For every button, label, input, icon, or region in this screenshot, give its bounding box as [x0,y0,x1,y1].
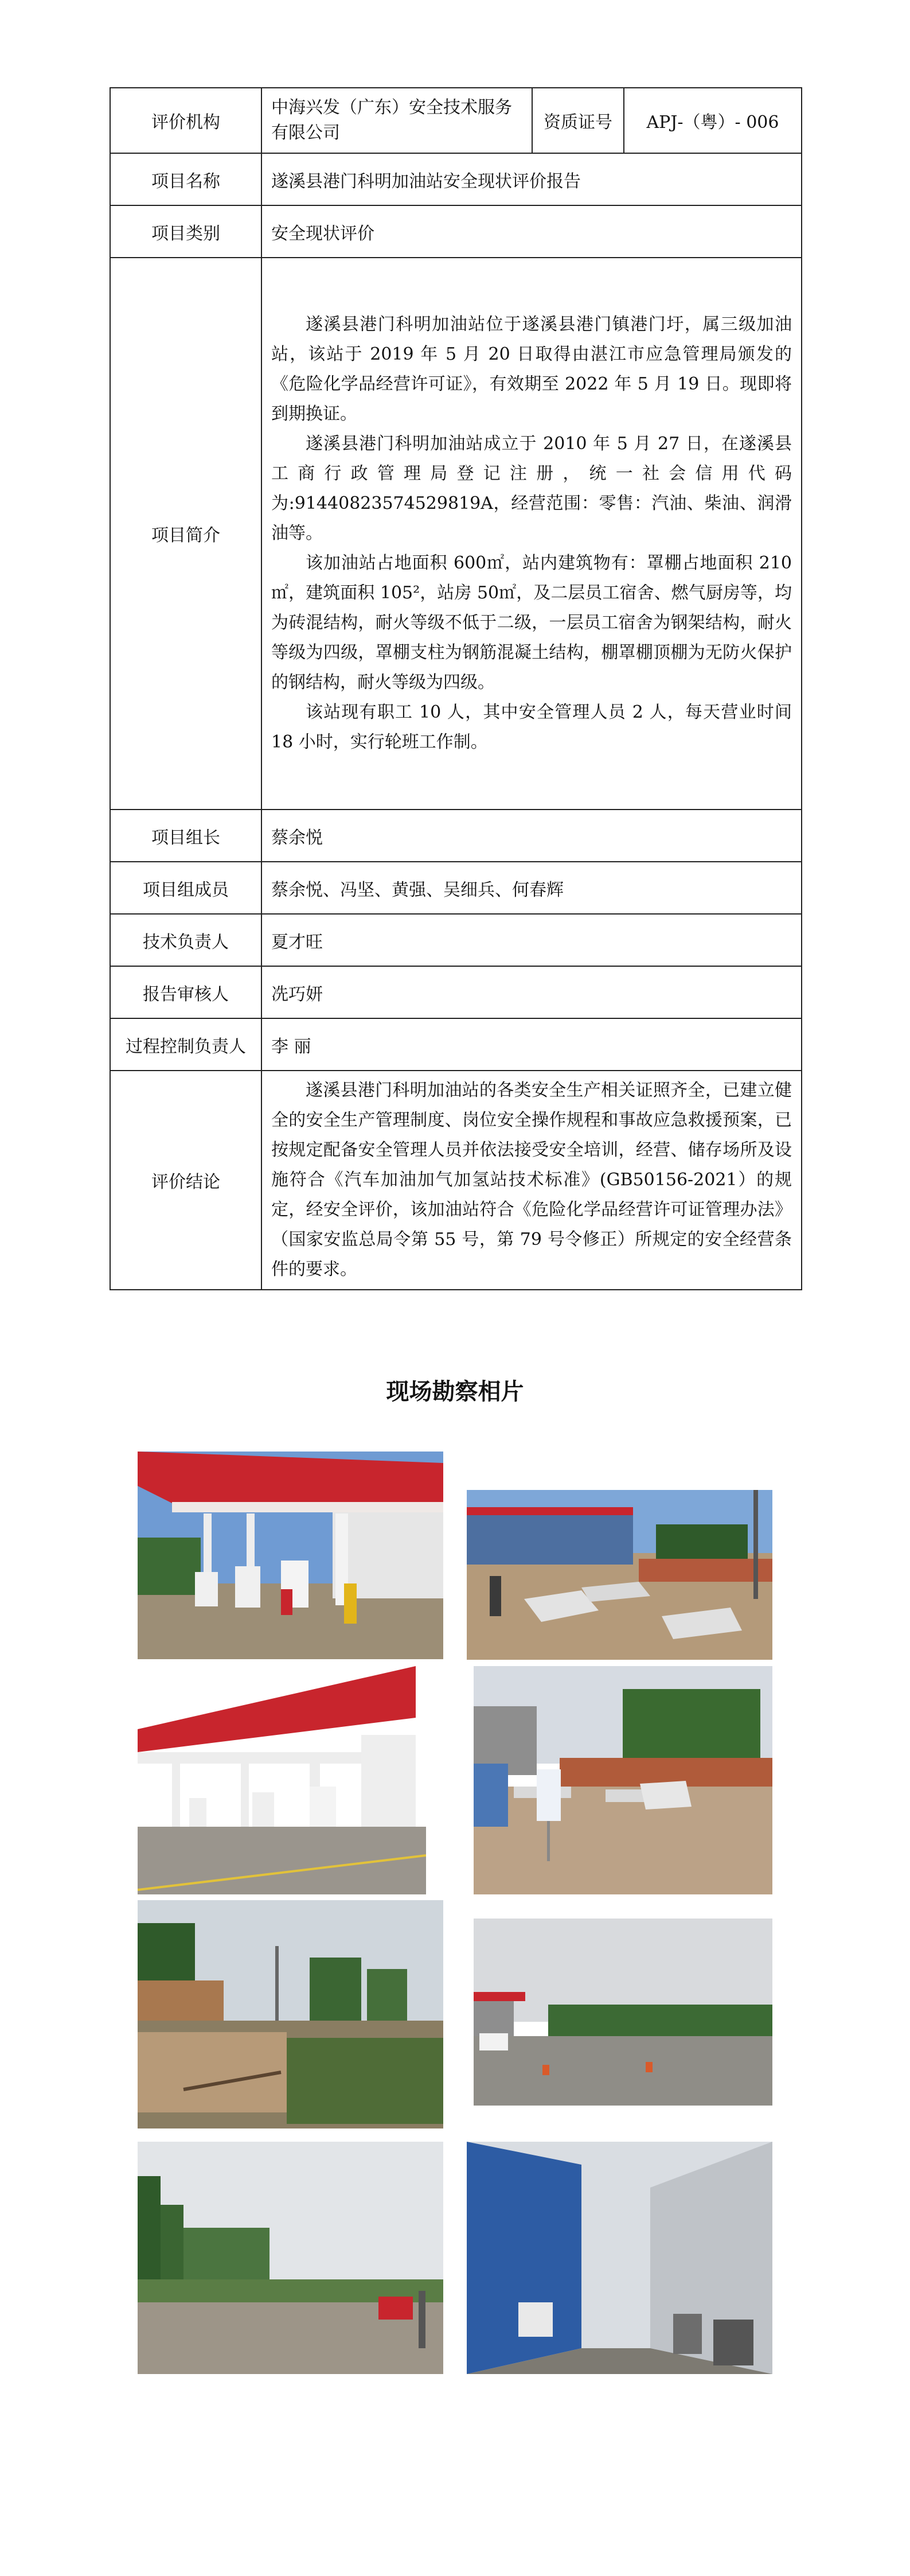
project-type-value: 安全现状评价 [261,205,802,258]
intro-paragraph: 该站现有职工 10 人，其中安全管理人员 2 人，每天营业时间 18 小时，实行轮班工作制。 [271,702,792,752]
site-photo-road-trees [138,2142,443,2374]
leader-label: 项目组长 [110,810,261,862]
intro-text [261,258,802,810]
project-name-value: 遂溪县港门科明加油站安全现状评价报告 [261,153,802,205]
photos-title: 现场勘察相片 [386,1379,524,1405]
intro-paragraph: 遂溪县港门科明加油站成立于 2010 年 5 月 27 日，在遂溪县工商行政管理局登记注册，统一社会信用代码为:91440823574529819A，经营范围：零售：汽油、柴油、润滑油等。 [271,434,792,543]
leader-value: 蔡余悦 [261,810,802,862]
project-name-label: 项目名称 [110,153,261,205]
tech-lead-label: 技术负责人 [110,914,261,966]
site-photo-canopy-wide [138,1666,426,1894]
evaluation-info-table [110,87,802,1290]
intro-paragraph: 遂溪县港门科明加油站位于遂溪县港门镇港门圩，属三级加油站，该站于 2019 年 5 月 20 日取得由湛江市应急管理局颁发的《危险化学品经营许可证》，有效期至 2022 年 5 月 19 日。现即将到期换证。 [271,314,792,424]
org-label: 评价机构 [110,88,261,153]
cert-label: 资质证号 [532,88,624,153]
conclusion-text [261,1071,802,1290]
cert-value: APJ-（粤）- 006 [624,88,802,153]
site-photo-tank-area [467,1490,772,1660]
org-value: 中海兴发（广东）安全技术服务有限公司 [261,88,532,153]
members-label: 项目组成员 [110,862,261,914]
reviewer-label: 报告审核人 [110,966,261,1018]
site-photo-yard-car [474,1919,772,2106]
intro-paragraph: 该加油站占地面积 600㎡，站内建筑物有：罩棚占地面积 210㎡，建筑面积 105²，站房 50㎡，及二层员工宿舍、燃气厨房等，均为砖混结构，耐火等级不低于二级，一层员工宿舍为钢架结构，耐火等级为四级，罩棚支柱为钢筋混凝土结构，棚罩棚顶棚为无防火保护的钢结构，耐火等级为四级。 [271,553,792,692]
process-control-label: 过程控制负责人 [110,1018,261,1071]
members-value: 蔡余悦、冯坚、黄强、吴细兵、何春辉 [261,862,802,914]
process-control-value: 李 丽 [261,1018,802,1071]
conclusion-label: 评价结论 [110,1071,261,1290]
site-photo-canopy-pumps [138,1452,443,1659]
site-photo-open-land [138,1900,443,2128]
reviewer-value: 冼巧妍 [261,966,802,1018]
intro-label: 项目简介 [110,258,261,810]
site-photo-dormitory-path [467,2142,772,2374]
site-photo-tanks-sign [474,1666,772,1894]
conclusion-paragraph: 遂溪县港门科明加油站的各类安全生产相关证照齐全，已建立健全的安全生产管理制度、岗位安全操作规程和事故应急救援预案，已按规定配备安全管理人员并依法接受安全培训，经营、储存场所及设施符合《汽车加油加气加氢站技术标准》(GB50156-2021）的规定，经安全评价，该加油站符合《危险化学品经营许可证管理办法》（国家安监总局令第 55 号，第 79 号令修正）所规定的安全经营条件的要求。 [271,1080,792,1279]
project-type-label: 项目类别 [110,205,261,258]
tech-lead-value: 夏才旺 [261,914,802,966]
